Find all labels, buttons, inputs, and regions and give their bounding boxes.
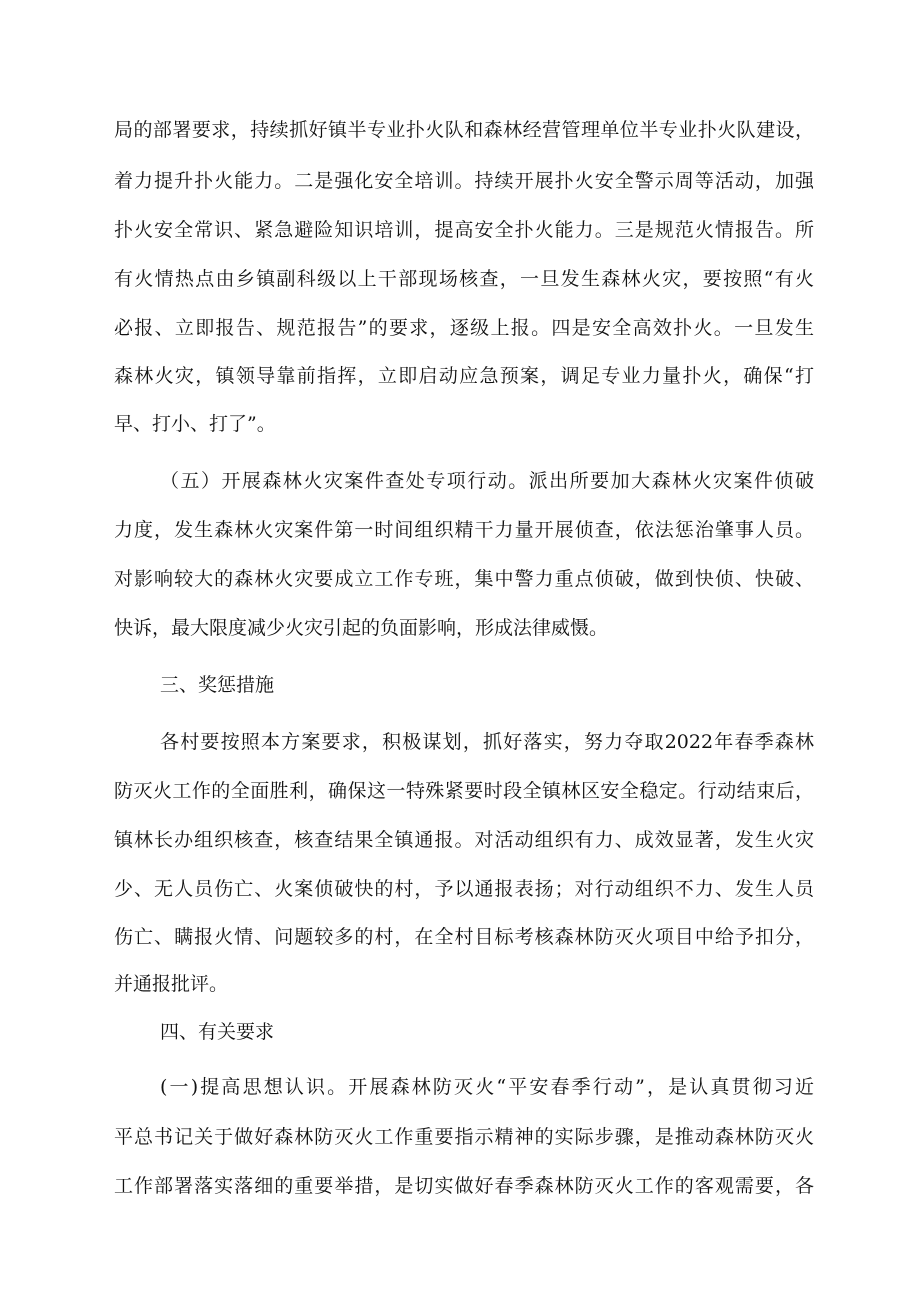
body-text-line: 快诉，最大限度减少火灾引起的负面影响，形成法律威慑。 <box>114 617 609 639</box>
body-text-line: 工作部署落实落细的重要举措，是切实做好春季森林防灭火工作的客观需要，各 <box>114 1175 814 1197</box>
body-text-line: 必报、立即报告、规范报告”的要求，逐级上报。四是安全高效扑火。一旦发生 <box>114 317 814 339</box>
section-heading: 四、有关要求 <box>160 1021 275 1043</box>
body-text-line: 局的部署要求，持续抓好镇半专业扑火队和森林经营管理单位半专业扑火队建设， <box>114 119 814 141</box>
body-text-line: 少、无人员伤亡、火案侦破快的村，予以通报表扬；对行动组织不力、发生人员 <box>114 878 814 900</box>
body-text-line: 并通报批评。 <box>114 973 229 995</box>
body-text-line: 有火情热点由乡镇副科级以上干部现场核查，一旦发生森林火灾，要按照“有火 <box>114 268 814 290</box>
body-text-line: 平总书记关于做好森林防灭火工作重要指示精神的实际步骤，是推动森林防灭火 <box>114 1126 814 1148</box>
body-text-line: 着力提升扑火能力。二是强化安全培训。持续开展扑火安全警示周等活动，加强 <box>114 170 814 192</box>
body-text-line: 力度，发生森林火灾案件第一时间组织精干力量开展侦查，依法惩治肇事人员。 <box>114 519 814 541</box>
body-text-line: 早、打小、打了”。 <box>114 413 276 435</box>
section-paragraph-start: （五）开展森林火灾案件查处专项行动。派出所要加大森林火灾案件侦破 <box>160 470 814 492</box>
body-paragraph-start: (一)提高思想认识。开展森林防灭火“平安春季行动”，是认真贯彻习近 <box>160 1076 814 1098</box>
body-text-line: 对影响较大的森林火灾要成立工作专班，集中警力重点侦破，做到快侦、快破、 <box>114 568 814 590</box>
body-text-line: 镇林长办组织核查，核查结果全镇通报。对活动组织有力、成效显著，发生火灾 <box>114 829 814 851</box>
body-text-line: 扑火安全常识、紧急避险知识培训，提高安全扑火能力。三是规范火情报告。所 <box>114 219 814 241</box>
body-paragraph-start: 各村要按照本方案要求，积极谋划，抓好落实，努力夺取2022年春季森林 <box>160 731 814 753</box>
body-text-line: 伤亡、瞒报火情、问题较多的村，在全村目标考核森林防灭火项目中给予扣分， <box>114 926 814 948</box>
body-text-line: 森林火灾，镇领导靠前指挥，立即启动应急预案，调足专业力量扑火，确保“打 <box>114 365 814 387</box>
section-heading: 三、奖惩措施 <box>160 674 275 696</box>
body-text-line: 防灭火工作的全面胜利，确保这一特殊紧要时段全镇林区安全稳定。行动结束后， <box>114 780 814 802</box>
